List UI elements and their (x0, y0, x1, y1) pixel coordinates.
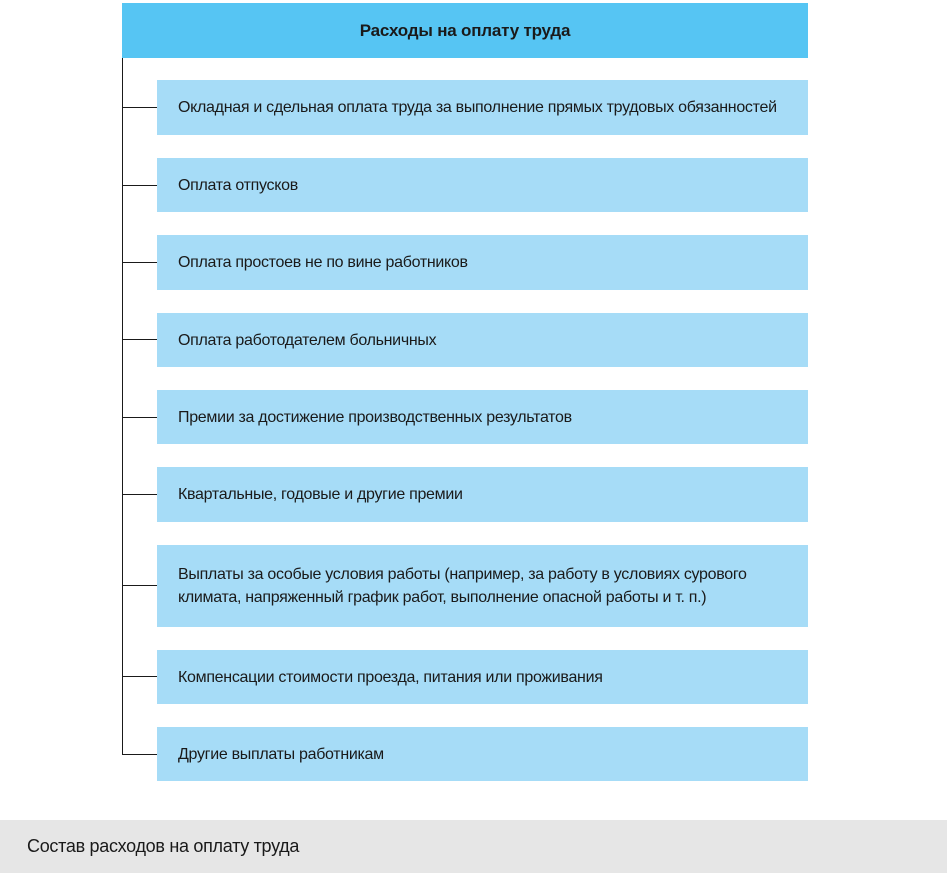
tree-connector (122, 676, 157, 677)
diagram-item (157, 467, 808, 522)
diagram-item (157, 727, 808, 781)
tree-connector (122, 754, 157, 755)
figure-caption (0, 820, 947, 873)
tree-connector (122, 339, 157, 340)
tree-connector (122, 262, 157, 263)
diagram-item-label: Другие выплаты работникам (178, 745, 384, 763)
diagram-item-label: Квартальные, годовые и другие премии (178, 486, 463, 503)
tree-connector (122, 585, 157, 586)
diagram-item-label: Оплата работодателем больничных (178, 331, 437, 349)
diagram-item-label: Оплата отпусков (178, 176, 298, 194)
diagram-item-label: Премии за достижение производственных результатов (178, 408, 572, 426)
diagram-item-label: Окладная и сдельная оплата труда за выполнение прямых трудовых обязанностей (178, 99, 777, 116)
diagram-item-label: Выплаты за особые условия работы (например, за работу в условиях сурового климата, напряженный график работ, выполнение опасной работы и т. п.) (178, 566, 747, 606)
diagram-item-label: Компенсации стоимости проезда, питания или проживания (178, 668, 603, 686)
tree-connector (122, 107, 157, 108)
diagram-item (157, 80, 808, 135)
diagram-root-box (122, 3, 808, 58)
diagram-item-label: Оплата простоев не по вине работников (178, 254, 468, 271)
figure-caption-text: Состав расходов на оплату труда (27, 836, 300, 856)
tree-connector (122, 185, 157, 186)
tree-connector (122, 494, 157, 495)
diagram-item (157, 158, 808, 212)
diagram-item (157, 313, 808, 367)
diagram-item (157, 650, 808, 704)
diagram-item (157, 235, 808, 290)
tree-trunk-line (122, 58, 123, 755)
diagram-item (157, 545, 808, 627)
diagram-root-title: Расходы на оплату труда (359, 20, 571, 40)
diagram-item (157, 390, 808, 444)
tree-connector (122, 417, 157, 418)
